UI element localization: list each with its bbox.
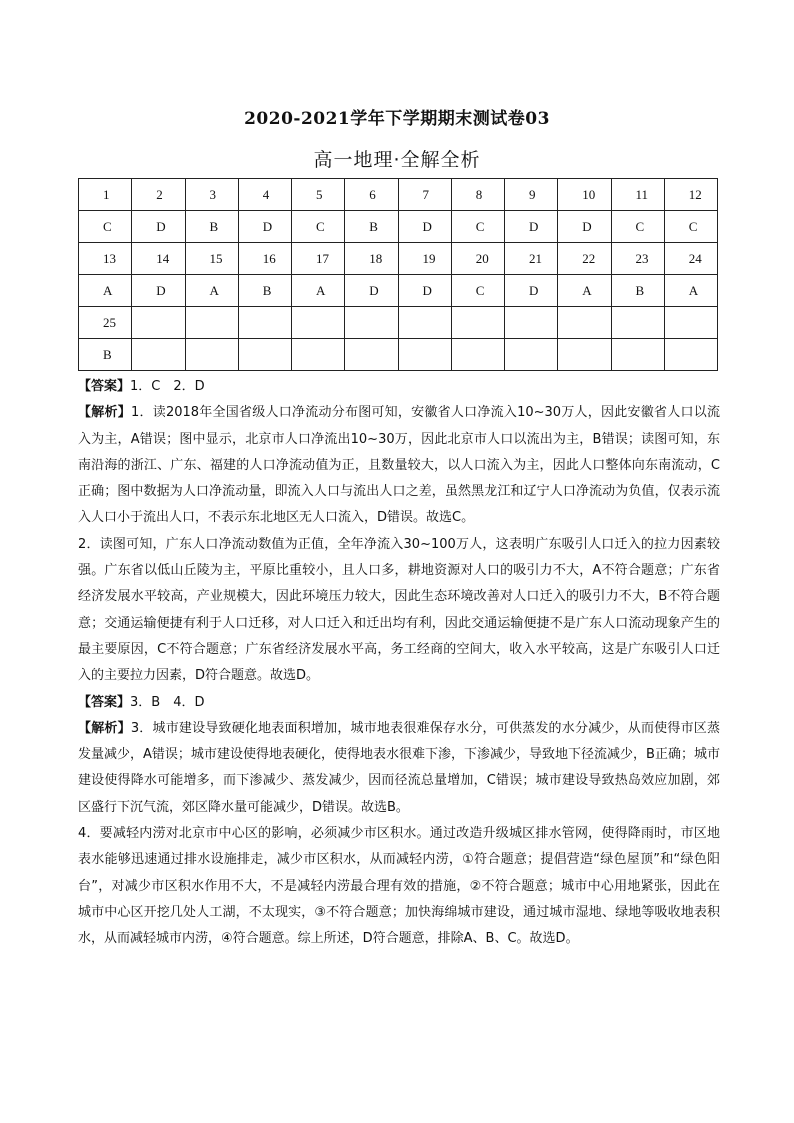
table-cell: 11 [611,179,664,211]
table-row [79,179,718,211]
table-cell: D [238,211,291,243]
table-cell: D [345,275,398,307]
table-cell: 5 [292,179,345,211]
table-cell: 14 [132,243,185,275]
table-cell [505,307,558,339]
table-cell: D [132,275,185,307]
table-cell: D [558,211,611,243]
table-cell: B [185,211,238,243]
answer-table [78,178,718,371]
table-cell [292,339,345,371]
answer-line: 【答案】1．C 2．D [78,379,205,394]
table-cell [451,307,504,339]
table-cell: 1 [79,179,132,211]
table-cell: 15 [185,243,238,275]
table-cell: A [558,275,611,307]
table-cell [558,339,611,371]
analysis-paragraph: 2．读图可知，广东人口净流动数值为正值，全年净流入30~100万人，这表明广东吸引人口迁入的拉力因素较强。广东省以低山丘陵为主，平原比重较小，且人口多，耕地资源对人口的吸引力不大，A不符合题意；广东省经济发展水平较高，产业规模大，因此环境压力较大，因此生态环境改善对人口迁入的吸引力不大，B不符合题意；交通运输便捷有利于人口迁移，对人口迁入和迁出均有利，因此交通运输便捷不是广东人口流动现象产生的最主要原因，C不符合题意；广东省经济发展水平高，务工经商的空间大，收入水平较高，这是广东吸引人口迁入的主要拉力因素，D符合题意。故选D。 [78,536,720,684]
table-cell [558,307,611,339]
table-cell: C [451,275,504,307]
table-cell [185,339,238,371]
table-cell [664,339,717,371]
table-row [79,307,718,339]
table-cell: D [398,275,451,307]
table-cell [398,339,451,371]
table-cell [238,339,291,371]
page-title: 2020-2021学年下学期期末测试卷03 [244,109,550,129]
table-cell: 2 [132,179,185,211]
table-cell: 9 [505,179,558,211]
table-cell [185,307,238,339]
table-cell: 7 [398,179,451,211]
analysis-paragraph: 【解析】1．读2018年全国省级人口净流动分布图可知，安徽省人口净流入10~30万人，因此安徽省人口以流入为主，A错误；图中显示，北京市人口净流出10~30万，因此北京市人口以流出为主，B错误；读图可知，东南沿海的浙江、广东、福建的人口净流动值为正，且数量较大，以人口流入为主，因此人口整体向东南流动，C正确；图中数据为人口净流动量，即流入人口与流出人口之差，虽然黑龙江和辽宁人口净流动为负值，仅表示流入人口小于流出人口，不表示东北地区无人口流入，D错误。故选C。 [78,405,720,526]
table-cell: D [398,211,451,243]
table-cell: 22 [558,243,611,275]
analysis-paragraph: 4．要减轻内涝对北京市中心区的影响，必须减少市区积水。通过改造升级城区排水管网，使得降雨时，市区地表水能够迅速通过排水设施排走，减少市区积水，从而减轻内涝，①符合题意；提倡营造“绿色屋顶”和“绿色阳台”，对减少市区积水作用不大，不是减轻内涝最合理有效的措施，②不符合题意；城市中心用地紧张，因此在城市中心区开挖几处人工湖，不太现实，③不符合题意；加快海绵城市建设，通过城市湿地、绿地等吸收地表积水，从而减轻城市内涝，④符合题意。综上所述，D符合题意，排除A、B、C。故选D。 [78,826,720,947]
table-cell: 18 [345,243,398,275]
table-cell [292,307,345,339]
table-cell [398,307,451,339]
table-cell: 3 [185,179,238,211]
table-cell [132,339,185,371]
table-cell [238,307,291,339]
table-cell: 20 [451,243,504,275]
table-cell [505,339,558,371]
table-cell: 25 [79,307,132,339]
table-cell: B [345,211,398,243]
table-row [79,339,718,371]
table-cell [345,339,398,371]
table-cell: 16 [238,243,291,275]
table-cell: D [132,211,185,243]
table-cell: C [292,211,345,243]
table-cell: 13 [79,243,132,275]
explanation-body [78,374,720,953]
table-cell [345,307,398,339]
table-cell [611,307,664,339]
table-cell: 24 [664,243,717,275]
table-cell: C [79,211,132,243]
table-cell: A [664,275,717,307]
table-cell: B [238,275,291,307]
table-cell [132,307,185,339]
table-row [79,211,718,243]
table-cell: A [292,275,345,307]
table-row [79,275,718,307]
table-cell: D [505,275,558,307]
table-cell: 4 [238,179,291,211]
table-cell: D [505,211,558,243]
table-cell: 19 [398,243,451,275]
table-cell: 23 [611,243,664,275]
table-cell: 21 [505,243,558,275]
table-cell: B [79,339,132,371]
table-cell [611,339,664,371]
table-row [79,243,718,275]
table-cell [451,339,504,371]
table-cell: C [451,211,504,243]
table-cell [664,307,717,339]
table-cell: 8 [451,179,504,211]
table-cell: B [611,275,664,307]
answer-line: 【答案】3．B 4．D [78,694,205,710]
table-cell: C [664,211,717,243]
table-cell: C [611,211,664,243]
table-cell: 6 [345,179,398,211]
analysis-paragraph: 【解析】3．城市建设导致硬化地表面积增加，城市地表很难保存水分，可供蒸发的水分减少，从而使得市区蒸发量减少，A错误；城市建设使得地表硬化，使得地表水很难下渗，下渗减少，导致地下径流减少，B正确；城市建设使得降水可能增多，而下渗减少、蒸发减少，因而径流总量增加，C错误；城市建设导致热岛效应加剧，郊区盛行下沉气流，郊区降水量可能减少，D错误。故选B。 [78,720,720,815]
table-cell: 12 [664,179,717,211]
table-cell: A [185,275,238,307]
table-cell: A [79,275,132,307]
table-cell: 17 [292,243,345,275]
page-subtitle: 高一地理·全解全析 [313,149,481,171]
table-cell: 10 [558,179,611,211]
